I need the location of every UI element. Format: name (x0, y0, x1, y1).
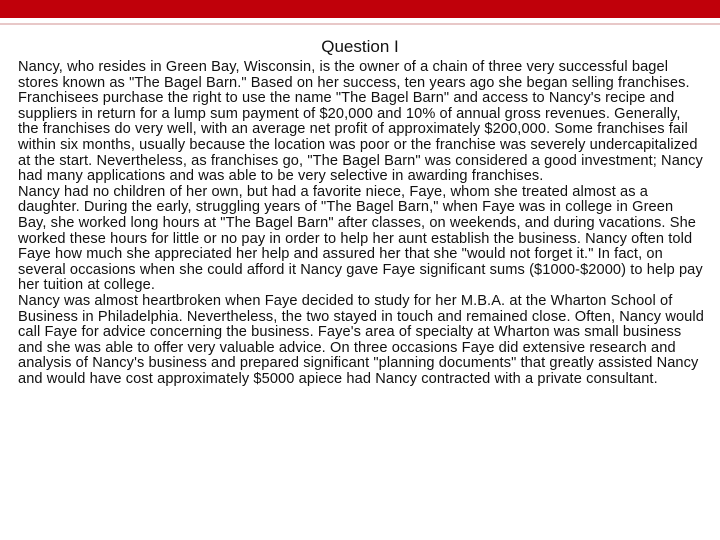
paragraph-2: Nancy had no children of her own, but had a favorite niece, Faye, whom she treated almost as a daughter. During the early, struggling years of "The Bagel Barn," when Faye was in college in Green Bay, she worked long hours at "The Bagel Barn" after classes, on weekends, and during vacations. She worked these hours for little or no pay in order to help her aunt establish the business. Nancy often told Faye how much she appreciated her help and assured her that she "would not forget it." In fact, on several occasions when she could afford it Nancy gave Faye significant sums ($1000-$2000) to help pay her tuition at college. (18, 183, 703, 294)
slide-title: Question I (321, 37, 399, 56)
slide-body (18, 60, 704, 387)
paragraph-3: Nancy was almost heartbroken when Faye decided to study for her M.B.A. at the Wharton School of Business in Philadelphia. Nevertheless, the two stayed in touch and remained close. Often, Nancy would call Faye for advice concerning the business. Faye's area of specialty at Wharton was small business and she was able to offer very valuable advice. On three occasions Faye did extensive research and analysis of Nancy's business and prepared significant "planning documents" that greatly assisted Nancy and would have cost approximately $5000 apiece had Nancy contracted with a private consultant. (18, 292, 704, 387)
header-divider (0, 23, 720, 25)
paragraph-1: Nancy, who resides in Green Bay, Wisconsin, is the owner of a chain of three very successful bagel stores known as "The Bagel Barn." Based on her success, ten years ago she began selling franchises. Franchisees purchase the right to use the name "The Bagel Barn" and access to Nancy's recipe and suppliers in return for a lump sum payment of $20,000 and 10% of annual gross revenues. Generally, the franchises do very well, with an average net profit of approximately $200,000. Some franchises fail within six months, usually because the location was poor or the franchise was severely undercapitalized at the start. Nevertheless, as franchises go, "The Bagel Barn" was considered a good investment; Nancy had many applications and was able to be very selective in awarding franchises. (18, 59, 703, 185)
header-accent-bar (0, 0, 720, 18)
